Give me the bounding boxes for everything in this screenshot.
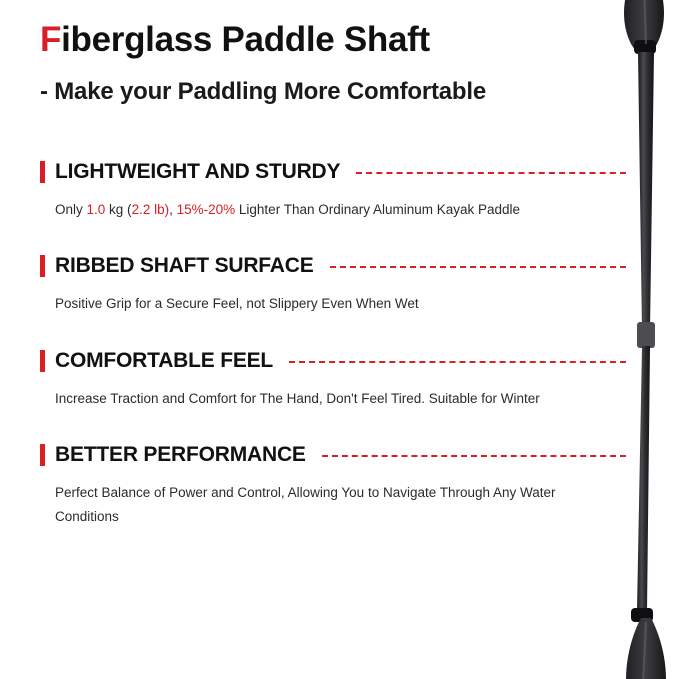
- desc-highlight-weight-kg: 1.0: [86, 202, 106, 217]
- page-subtitle: - Make your Paddling More Comfortable: [40, 78, 486, 106]
- title-block: [40, 20, 600, 106]
- feature-title: BETTER PERFORMANCE: [55, 442, 306, 466]
- desc-text-part: kg (: [105, 202, 132, 217]
- feature-description: Positive Grip for a Secure Feel, not Slippery Even When Wet: [55, 296, 419, 312]
- desc-highlight-percent: 15%-20%: [176, 202, 236, 217]
- desc-text-part: ,: [169, 202, 177, 217]
- feature-title: COMFORTABLE FEEL: [55, 348, 274, 372]
- dashed-rule: [356, 172, 626, 174]
- feature-item: [40, 160, 630, 222]
- feature-heading: [40, 349, 630, 373]
- red-bar-marker-icon: [40, 350, 45, 372]
- feature-list: [40, 160, 630, 561]
- red-bar-marker-icon: [40, 161, 45, 183]
- feature-item: [40, 254, 630, 316]
- feature-title: RIBBED SHAFT SURFACE: [55, 254, 314, 278]
- feature-heading: [40, 160, 630, 184]
- page-title: [40, 20, 600, 60]
- feature-heading: [40, 254, 630, 278]
- feature-item: [40, 349, 630, 411]
- feature-item: [40, 443, 630, 530]
- red-bar-marker-icon: [40, 255, 45, 277]
- desc-highlight-weight-lb: 2.2 lb): [131, 202, 170, 217]
- red-bar-marker-icon: [40, 444, 45, 466]
- dashed-rule: [322, 455, 626, 457]
- feature-heading: [40, 443, 630, 467]
- feature-description: [55, 198, 615, 222]
- page-title-accent-letter: F: [40, 20, 62, 59]
- feature-description: Perfect Balance of Power and Control, Allowing You to Navigate Through Any Water Conditions: [55, 484, 556, 525]
- desc-text-part: Only: [55, 202, 87, 217]
- feature-description: Increase Traction and Comfort for The Hand, Don't Feel Tired. Suitable for Winter: [55, 390, 540, 406]
- dashed-rule: [289, 361, 626, 363]
- feature-title: LIGHTWEIGHT AND STURDY: [55, 160, 341, 183]
- page-title-rest: iberglass Paddle Shaft: [61, 20, 430, 59]
- dashed-rule: [330, 266, 626, 268]
- desc-text-part: Lighter Than Ordinary Aluminum Kayak Paddle: [235, 202, 521, 217]
